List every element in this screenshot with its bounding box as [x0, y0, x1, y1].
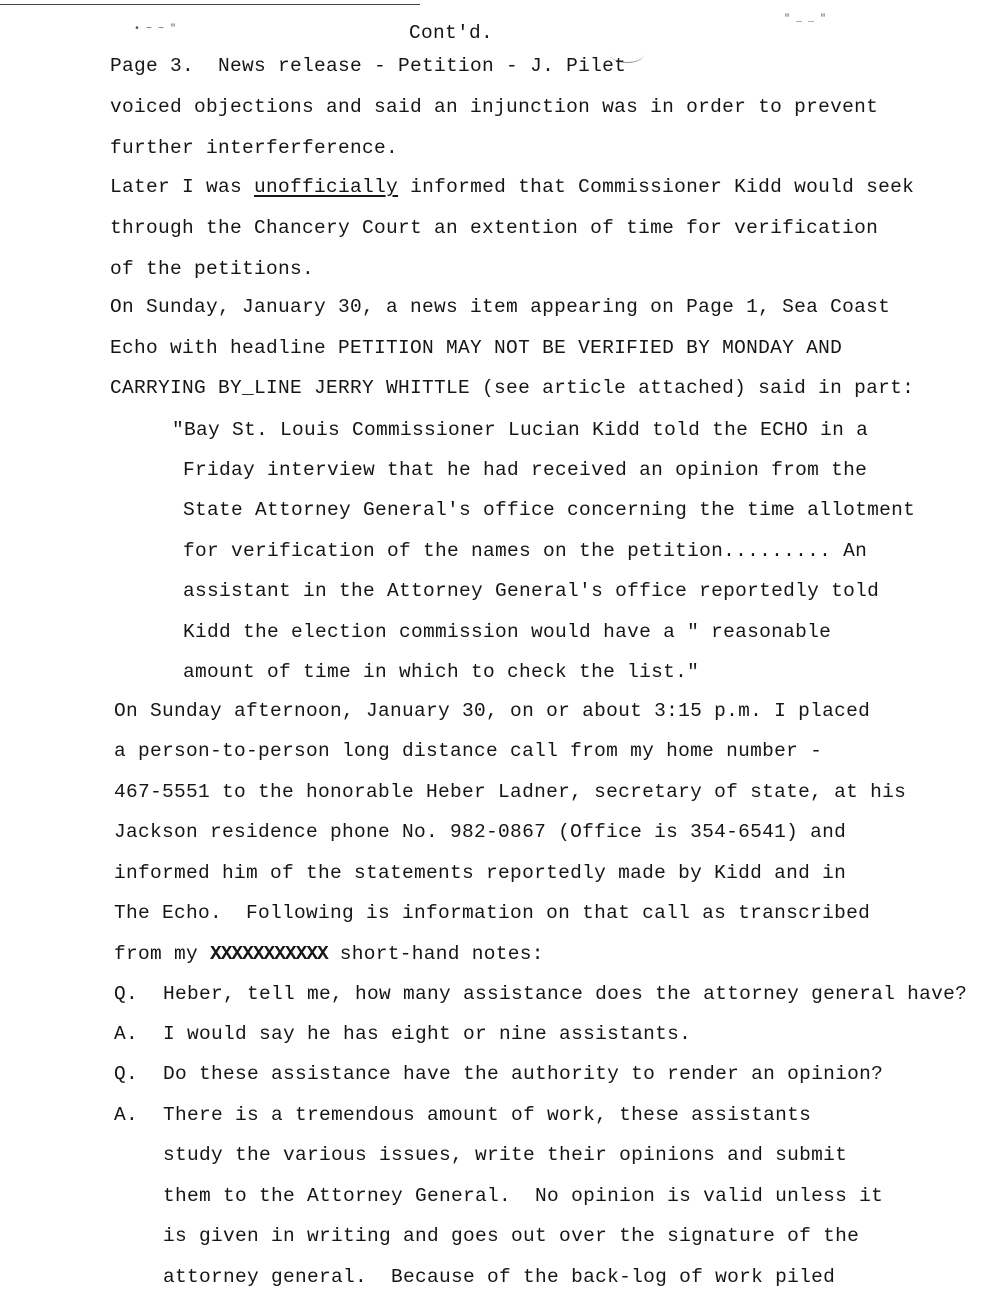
quote-line: Kidd the election commission would have a " reasonable — [183, 621, 832, 643]
text-line: a person-to-person long distance call from my home number - — [114, 740, 823, 762]
page-header-line: Page 3. News release - Petition - J. Pilet — [110, 55, 627, 77]
qa-text: There is a tremendous amount of work, these assistants — [163, 1104, 812, 1126]
answer-line: them to the Attorney General. No opinion is valid unless it — [163, 1185, 884, 1207]
text-line: The Echo. Following is information on that call as transcribed — [114, 902, 871, 924]
qa-tag: A. — [114, 1104, 139, 1126]
top-edge-rule — [0, 4, 420, 5]
quote-line: "Bay St. Louis Commissioner Lucian Kidd told the ECHO in a — [172, 419, 869, 441]
scan-speck: " _ _ " — [784, 14, 827, 25]
qa-tag: Q. — [114, 983, 139, 1005]
scan-speck: • ~ ~ " — [134, 24, 177, 35]
text-line — [110, 175, 914, 199]
answer-line: study the various issues, write their opinions and submit — [163, 1144, 848, 1166]
qa-text: Heber, tell me, how many assistance does the attorney general have? — [163, 983, 968, 1005]
text-line: through the Chancery Court an extention of time for verification — [110, 217, 879, 239]
continued-label: Cont'd. — [409, 22, 494, 44]
text-line: Jackson residence phone No. 982-0867 (Office is 354-6541) and — [114, 821, 847, 843]
text-line: informed him of the statements reportedly made by Kidd and in — [114, 862, 847, 884]
quote-line: for verification of the names on the petition......... An — [183, 540, 868, 562]
text-span: informed that Commissioner Kidd would seek — [398, 176, 915, 198]
text-line: of the petitions. — [110, 258, 315, 280]
answer-line: attorney general. Because of the back-log of work piled — [163, 1266, 836, 1288]
text-span: from my — [114, 943, 211, 965]
quote-line: amount of time in which to check the list." — [183, 661, 700, 683]
text-span: Later I was — [110, 176, 255, 198]
quote-line: Friday interview that he had received an opinion from the — [183, 459, 868, 481]
qa-tag: Q. — [114, 1063, 139, 1085]
text-line: On Sunday afternoon, January 30, on or about 3:15 p.m. I placed — [114, 700, 871, 722]
qa-text: I would say he has eight or nine assistants. — [163, 1023, 692, 1045]
text-line: further interferference. — [110, 137, 399, 159]
text-line — [114, 942, 544, 966]
struck-out-text: XXXXXXXXXXX — [210, 943, 328, 965]
text-line: 467-5551 to the honorable Heber Ladner, secretary of state, at his — [114, 781, 907, 803]
qa-text: Do these assistance have the authority to render an opinion? — [163, 1063, 884, 1085]
text-line: CARRYING BY_LINE JERRY WHITTLE (see article attached) said in part: — [110, 377, 915, 399]
qa-tag: A. — [114, 1023, 139, 1045]
text-line: Echo with headline PETITION MAY NOT BE VERIFIED BY MONDAY AND — [110, 337, 843, 359]
quote-line: assistant in the Attorney General's office reportedly told — [183, 580, 880, 602]
quote-line: State Attorney General's office concerning the time allotment — [183, 499, 916, 521]
underlined-word: unofficially — [254, 176, 399, 198]
text-span: short-hand notes: — [327, 943, 544, 965]
answer-line: is given in writing and goes out over the signature of the — [163, 1225, 860, 1247]
text-line: On Sunday, January 30, a news item appearing on Page 1, Sea Coast — [110, 296, 891, 318]
text-line: voiced objections and said an injunction was in order to prevent — [110, 96, 879, 118]
